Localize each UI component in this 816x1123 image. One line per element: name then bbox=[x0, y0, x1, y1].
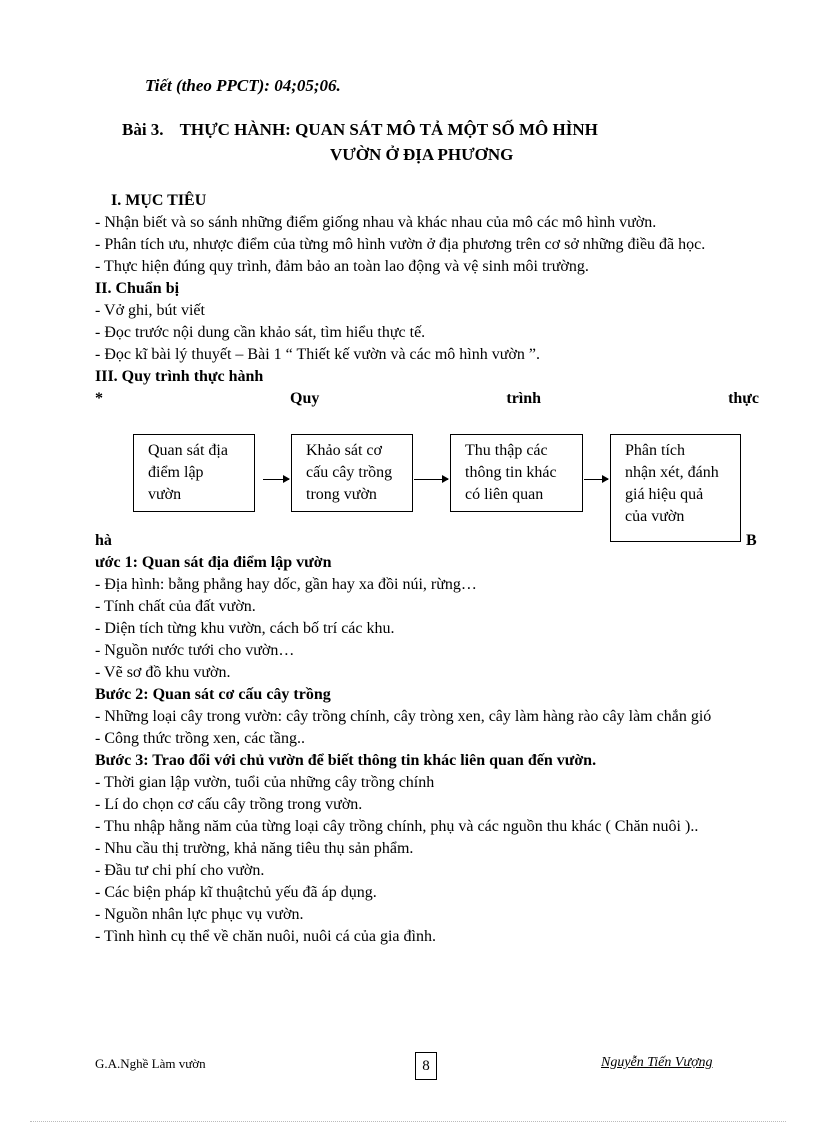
step3-item: - Thời gian lập vườn, tuổi của những cây trồng chính bbox=[95, 774, 435, 791]
spread-word: trình bbox=[506, 390, 542, 407]
flow-arrow bbox=[414, 479, 448, 480]
section2-item: - Vở ghi, bút viết bbox=[95, 302, 205, 319]
step2-item: - Những loại cây trong vườn: cây trồng chính, cây tròng xen, cây làm hàng rào cây làm chắn gió bbox=[95, 708, 712, 725]
period-line: Tiết (theo PPCT): 04;05;06. bbox=[145, 76, 341, 95]
text-fragment-right: B bbox=[746, 532, 757, 549]
flow-box-line: Thu thập các bbox=[465, 442, 548, 459]
step3-item: - Đầu tư chi phí cho vườn. bbox=[95, 862, 265, 879]
flow-box-survey-crops bbox=[291, 434, 413, 512]
footer-author: Nguyễn Tiến Vượng bbox=[601, 1055, 713, 1070]
lesson-label: Bài 3. bbox=[122, 120, 164, 139]
flow-box-line: vườn bbox=[148, 486, 182, 503]
flow-box-line: giá hiệu quả bbox=[625, 486, 704, 503]
step1-heading: ước 1: Quan sát địa điểm lập vườn bbox=[95, 554, 332, 571]
flow-box-line: Khảo sát cơ bbox=[306, 442, 382, 459]
flow-box-collect-info bbox=[450, 434, 583, 512]
section2-heading: II. Chuẩn bị bbox=[95, 280, 180, 297]
flow-box-line: nhận xét, đánh bbox=[625, 464, 719, 481]
flow-box-line: Quan sát địa bbox=[148, 442, 228, 459]
step3-item: - Nhu cầu thị trường, khả năng tiêu thụ sản phẩm. bbox=[95, 840, 414, 857]
lesson-title-line2: VƯỜN Ở ĐỊA PHƯƠNG bbox=[330, 145, 514, 164]
document-body bbox=[95, 190, 759, 948]
flow-box-analyze bbox=[610, 434, 741, 542]
step1-item: - Tính chất của đất vườn. bbox=[95, 598, 256, 615]
flow-box-line: thông tin khác bbox=[465, 464, 557, 481]
spread-word: Quy bbox=[290, 390, 320, 407]
section1-item: - Thực hiện đúng quy trình, đảm bảo an toàn lao động và vệ sinh môi trường. bbox=[95, 258, 589, 275]
step2-heading: Bước 2: Quan sát cơ cấu cây trồng bbox=[95, 686, 331, 703]
step3-item: - Tình hình cụ thể về chăn nuôi, nuôi cá của gia đình. bbox=[95, 928, 436, 945]
section1-heading: I. MỤC TIÊU bbox=[111, 192, 207, 209]
flow-box-line: điểm lập bbox=[148, 464, 204, 481]
section3-heading: III. Quy trình thực hành bbox=[95, 368, 264, 385]
flow-box-line: của vườn bbox=[625, 508, 685, 525]
section1-item: - Phân tích ưu, nhược điểm của từng mô hình vườn ở địa phương trên cơ sở những điều đã học. bbox=[95, 236, 706, 253]
section2-item: - Đọc trước nội dung cần khảo sát, tìm hiểu thực tế. bbox=[95, 324, 426, 341]
flow-box-observe-site bbox=[133, 434, 255, 512]
page-number: 8 bbox=[415, 1052, 437, 1080]
step1-item: - Nguồn nước tưới cho vườn… bbox=[95, 642, 295, 659]
footer-subject: G.A.Nghề Làm vườn bbox=[95, 1056, 206, 1071]
lesson-title-line1 bbox=[122, 120, 598, 140]
spread-word: thực bbox=[728, 390, 759, 407]
step3-item: - Nguồn nhân lực phục vụ vườn. bbox=[95, 906, 304, 923]
step3-item: - Thu nhập hằng năm của từng loại cây trồng chính, phụ và các nguồn thu khác ( Chăn nuôi ).. bbox=[95, 818, 699, 835]
text-fragment-left: hà bbox=[95, 532, 112, 549]
bottom-divider bbox=[30, 1121, 786, 1122]
spread-word: * bbox=[95, 390, 103, 407]
step1-item: - Địa hình: bằng phẳng hay dốc, gần hay xa đồi núi, rừng… bbox=[95, 576, 477, 593]
flow-box-line: trong vườn bbox=[306, 486, 377, 503]
step1-item: - Diện tích từng khu vườn, cách bố trí các khu. bbox=[95, 620, 395, 637]
section3-spread-line bbox=[95, 388, 759, 410]
step3-item: - Các biện pháp kĩ thuậtchủ yếu đã áp dụng. bbox=[95, 884, 377, 901]
section2-item: - Đọc kĩ bài lý thuyết – Bài 1 “ Thiết kế vườn và các mô hình vườn ”. bbox=[95, 346, 540, 363]
flow-arrow bbox=[263, 479, 289, 480]
section1-item: - Nhận biết và so sánh những điểm giống nhau và khác nhau của mô các mô hình vườn. bbox=[95, 214, 657, 231]
process-flowchart bbox=[95, 410, 759, 552]
lesson-title-text: THỰC HÀNH: QUAN SÁT MÔ TẢ MỘT SỐ MÔ HÌNH bbox=[179, 120, 598, 139]
flow-box-line: cấu cây trồng bbox=[306, 464, 393, 481]
flow-box-line: Phân tích bbox=[625, 442, 685, 459]
flow-box-line: có liên quan bbox=[465, 486, 544, 503]
step3-heading: Bước 3: Trao đổi với chủ vườn để biết thông tin khác liên quan đến vườn. bbox=[95, 752, 597, 769]
step1-item: - Vẽ sơ đồ khu vườn. bbox=[95, 664, 231, 681]
flow-arrow bbox=[584, 479, 608, 480]
step3-item: - Lí do chọn cơ cấu cây trồng trong vườn. bbox=[95, 796, 363, 813]
step2-item: - Công thức trồng xen, các tầng.. bbox=[95, 730, 305, 747]
